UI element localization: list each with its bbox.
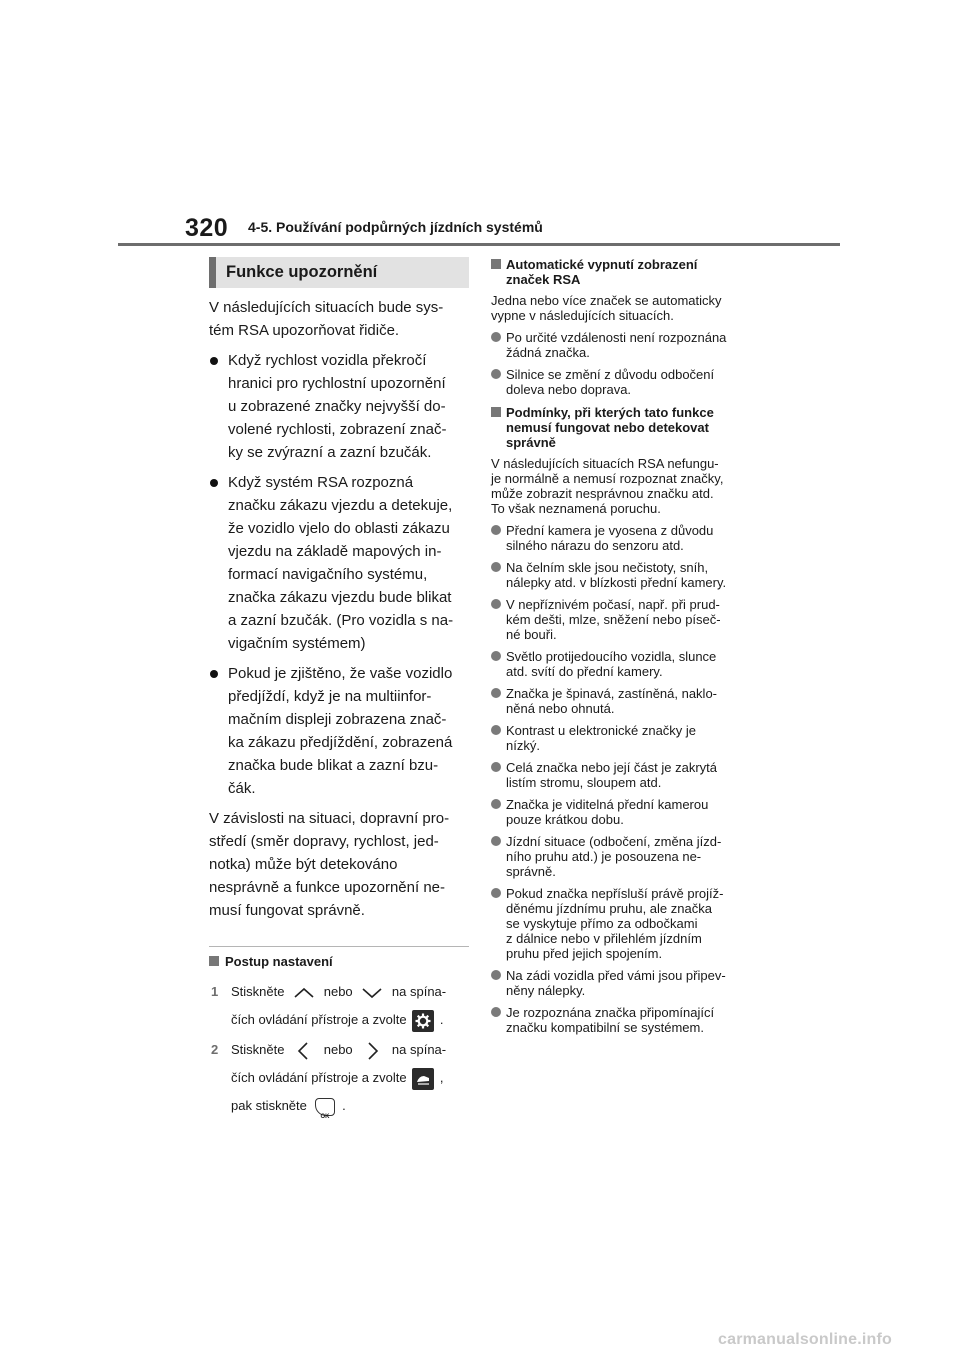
heading-line: nemusí fungovat nebo detekovat <box>506 420 709 435</box>
auto-off-list <box>491 330 761 397</box>
list-item <box>491 723 761 753</box>
list-item-line: silného nárazu do senzoru atd. <box>506 538 684 553</box>
paragraph-line: musí fungovat správně. <box>209 902 365 919</box>
page-number: 320 <box>185 214 229 242</box>
list-item-line: hranici pro rychlostní upozornění <box>228 375 446 392</box>
list-item-line: pouze krátkou dobu. <box>506 812 624 827</box>
bullet-icon <box>210 479 218 487</box>
square-bullet-icon <box>209 956 219 966</box>
paragraph-line: notka) může být detekováno <box>209 856 398 873</box>
square-bullet-icon <box>491 259 501 269</box>
list-item-line: vigačním systémem) <box>228 635 366 652</box>
list-item-line: Značka je viditelná přední kamerou <box>506 797 709 812</box>
procedure-heading <box>209 953 469 970</box>
paragraph-line: středí (směr dopravy, rychlost, jed- <box>209 833 439 850</box>
list-item-line: se vyskytuje přímo za odbočkami <box>506 916 698 931</box>
right-column <box>491 257 761 1042</box>
list-item-line: značka bude blikat a zazní bzu- <box>228 757 439 774</box>
procedure-step-1 <box>209 978 469 1034</box>
auto-off-paragraph <box>491 293 761 323</box>
limitations-list <box>491 523 761 1035</box>
paragraph-line: je normálně a nemusí rozpoznat značky, <box>491 471 724 486</box>
list-item <box>491 330 761 360</box>
procedure-step-2 <box>209 1036 469 1120</box>
list-item-line: Silnice se změní z důvodu odbočení <box>506 367 715 382</box>
step-text: . <box>342 1098 346 1113</box>
list-item-line: Pokud značka nepřísluší právě projíž- <box>506 886 724 901</box>
list-item-line: Celá značka nebo její část je zakrytá <box>506 760 717 775</box>
list-item <box>491 797 761 827</box>
list-item-line: vjezdu na základě mapových in- <box>228 543 442 560</box>
list-item-line: nálepky atd. v blízkosti přední kamery. <box>506 575 727 590</box>
list-item <box>491 597 761 642</box>
limitations-paragraph <box>491 456 761 516</box>
chevron-up-icon <box>292 984 316 1002</box>
list-item-line: ky se zvýrazní a zazní bzučák. <box>228 444 432 461</box>
paragraph-line: nesprávně a funkce upozornění ne- <box>209 879 445 896</box>
list-item-line: Po určité vzdálenosti není rozpoznána <box>506 330 727 345</box>
step-text: nebo <box>323 1042 353 1057</box>
paragraph-line: To však neznamená poruchu. <box>491 501 661 516</box>
list-item-line: Když rychlost vozidla překročí <box>228 352 427 369</box>
limitations-heading <box>491 405 761 450</box>
list-item-line: volené rychlosti, zobrazení znač- <box>228 421 447 438</box>
paragraph-line: může zobrazit nesprávnou značku atd. <box>491 486 714 501</box>
list-item-line: správně. <box>506 864 556 879</box>
step-text: pak stiskněte <box>231 1098 307 1113</box>
step-text: čích ovládání přístroje a zvolte <box>231 1012 407 1027</box>
paragraph-line: Jedna nebo více značek se automaticky <box>491 293 722 308</box>
detection-note-paragraph <box>209 807 469 922</box>
list-item-line: Na čelním skle jsou nečistoty, sníh, <box>506 560 709 575</box>
list-item-line: něny nálepky. <box>506 983 586 998</box>
list-item-line: značku kompatibilní se systémem. <box>506 1020 704 1035</box>
list-item-line: Na zádi vozidla před vámi jsou připev- <box>506 968 726 983</box>
list-item-line: žádná značka. <box>506 345 590 360</box>
list-item-line: u zobrazené značky nejvyšší do- <box>228 398 446 415</box>
list-item <box>491 560 761 590</box>
heading-line: Podmínky, při kterých tato funkce <box>506 405 714 420</box>
bullet-icon <box>491 836 501 846</box>
list-item-line: značku zákazu vjezdu a detekuje, <box>228 497 453 514</box>
list-item-line: Je rozpoznána značka připomínající <box>506 1005 715 1020</box>
auto-off-heading-text <box>506 257 697 287</box>
section-heading-warning-function: Funkce upozornění <box>209 257 469 288</box>
bullet-icon <box>491 970 501 980</box>
list-item <box>491 523 761 553</box>
intro-line: V následujících situacích bude sys- <box>209 299 444 316</box>
list-item <box>491 1005 761 1035</box>
bullet-icon <box>491 369 501 379</box>
list-item-line: něná nebo ohnutá. <box>506 701 615 716</box>
step-text: , <box>439 1070 444 1085</box>
bullet-icon <box>491 651 501 661</box>
list-item-line: Přední kamera je vyosena z důvodu <box>506 523 714 538</box>
bullet-icon <box>491 725 501 735</box>
list-item-line: ního pruhu atd.) je posouzena ne- <box>506 849 702 864</box>
list-item-line: ka zákazu předjíždění, zobrazená <box>228 734 453 751</box>
paragraph-line: V závislosti na situaci, dopravní pro- <box>209 810 450 827</box>
list-item <box>209 662 469 800</box>
list-item-line: Pokud je zjištěno, že vaše vozidlo <box>228 665 453 682</box>
driving-assist-icon <box>412 1068 434 1090</box>
list-item-line: atd. svítí do přední kamery. <box>506 664 663 679</box>
step-text: Stiskněte <box>231 984 285 999</box>
gear-icon <box>412 1010 434 1032</box>
list-item <box>491 886 761 961</box>
list-item-line: V nepříznivém počasí, např. při prud- <box>506 597 720 612</box>
limitations-heading-text <box>506 405 714 450</box>
chevron-right-icon <box>360 1042 384 1060</box>
chevron-down-icon <box>360 984 384 1002</box>
heading-line: značek RSA <box>506 272 581 287</box>
step-number: 1 <box>211 984 219 999</box>
left-column <box>209 257 469 1122</box>
bullet-icon <box>491 799 501 809</box>
section-title: 4-5. Používání podpůrných jízdních systémů <box>248 219 543 235</box>
list-item <box>491 367 761 397</box>
list-item-line: Značka je špinavá, zastíněná, naklo- <box>506 686 718 701</box>
list-item-line: značka zákazu vjezdu bude blikat <box>228 589 452 606</box>
auto-off-heading <box>491 257 761 287</box>
bullet-icon <box>210 670 218 678</box>
list-item <box>491 760 761 790</box>
chevron-left-icon <box>292 1042 316 1060</box>
list-item <box>209 471 469 655</box>
intro-paragraph <box>209 296 469 342</box>
intro-line: tém RSA upozorňovat řidiče. <box>209 322 400 339</box>
warning-conditions-list <box>209 349 469 800</box>
list-item-line: Kontrast u elektronické značky je <box>506 723 697 738</box>
list-item <box>491 649 761 679</box>
paragraph-line: vypne v následujících situacích. <box>491 308 674 323</box>
list-item-line: Když systém RSA rozpozná <box>228 474 414 491</box>
square-bullet-icon <box>491 407 501 417</box>
bullet-icon <box>491 599 501 609</box>
bullet-icon <box>491 688 501 698</box>
ok-label: OK <box>320 1113 330 1120</box>
heading-line: Automatické vypnutí zobrazení <box>506 257 698 272</box>
divider <box>209 946 469 947</box>
list-item-line: mačním displeji zobrazena znač- <box>228 711 447 728</box>
step-text: . <box>439 1012 444 1027</box>
list-item-line: a zazní bzučák. (Pro vozidla s na- <box>228 612 454 629</box>
bullet-icon <box>491 332 501 342</box>
step-text: na spína- <box>391 1042 447 1057</box>
list-item-line: Světlo protijedoucího vozidla, slunce <box>506 649 717 664</box>
step-text: čích ovládání přístroje a zvolte <box>231 1070 407 1085</box>
bullet-icon <box>210 357 218 365</box>
list-item-line: čák. <box>228 780 256 797</box>
list-item-line: listím stromu, sloupem atd. <box>506 775 662 790</box>
page-header <box>0 0 960 250</box>
list-item-line: doleva nebo doprava. <box>506 382 632 397</box>
header-divider <box>118 243 840 246</box>
list-item-line: pruhu před jejich spojením. <box>506 946 663 961</box>
list-item-line: kém dešti, mlze, sněžení nebo píseč- <box>506 612 721 627</box>
list-item-line: né bouři. <box>506 627 557 642</box>
ok-button-icon <box>315 1098 335 1120</box>
list-item <box>209 349 469 464</box>
list-item-line: nízký. <box>506 738 540 753</box>
bullet-icon <box>491 762 501 772</box>
list-item-line: děnému jízdnímu pruhu, ale značka <box>506 901 712 916</box>
list-item <box>491 686 761 716</box>
procedure-heading-text: Postup nastavení <box>225 954 333 969</box>
bullet-icon <box>491 1007 501 1017</box>
list-item <box>491 834 761 879</box>
bullet-icon <box>491 525 501 535</box>
list-item-line: formací navigačního systému, <box>228 566 428 583</box>
watermark: carmanualsonline.info <box>718 1331 893 1348</box>
list-item <box>491 968 761 998</box>
list-item-line: z dálnice nebo v přilehlém jízdním <box>506 931 702 946</box>
step-text: nebo <box>323 984 353 999</box>
list-item-line: předjíždí, když je na multiinfor- <box>228 688 432 705</box>
list-item-line: že vozidlo vjelo do oblasti zákazu <box>228 520 450 537</box>
bullet-icon <box>491 888 501 898</box>
step-text: Stiskněte <box>231 1042 285 1057</box>
list-item-line: Jízdní situace (odbočení, změna jízd- <box>506 834 722 849</box>
bullet-icon <box>491 562 501 572</box>
step-number: 2 <box>211 1042 219 1057</box>
paragraph-line: V následujících situacích RSA nefungu- <box>491 456 719 471</box>
heading-line: správně <box>506 435 556 450</box>
step-text: na spína- <box>391 984 447 999</box>
